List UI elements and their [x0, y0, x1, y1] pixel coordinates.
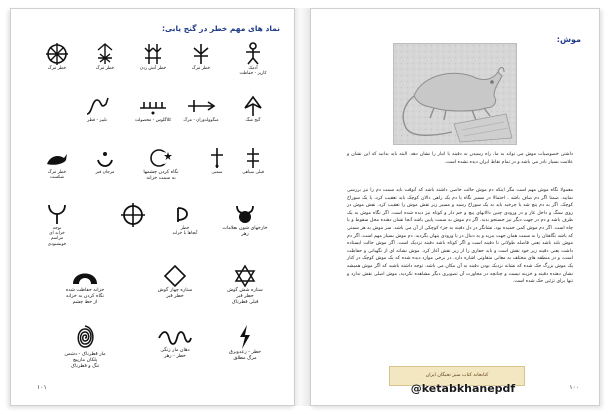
- mouse-icon: [394, 44, 516, 144]
- symbol-label: خزانه حفاظت شده نگاه کردن به خزانه از خط چشم: [65, 288, 105, 305]
- right-page: [310, 8, 600, 406]
- double-cross-icon: [242, 146, 264, 170]
- symbol-label: ستاره چهار گوش خطر قبر: [157, 288, 193, 299]
- lightning-bolt-icon: [234, 324, 256, 350]
- cat-crouching-icon: [44, 146, 70, 170]
- crescent-dot-icon: [94, 146, 116, 170]
- symbol-cell: [53, 264, 117, 310]
- arrow-star-icon: [94, 42, 116, 66]
- hexagram-star-icon: [233, 264, 257, 288]
- page-number: ۱۰۰: [569, 384, 579, 391]
- symbol-cell: [213, 324, 277, 370]
- danger-symbols-grid: [33, 42, 277, 382]
- snake-wave-icon: [157, 324, 193, 348]
- symbol-label: قبلی سیاهی: [242, 170, 264, 175]
- symbol-cell: [193, 146, 241, 192]
- library-banner: کتابخانه کتاب سبز نخبگان ایران: [389, 366, 525, 386]
- symbol-cell: [129, 94, 177, 140]
- symbol-label: منگوولدوران - مرگ: [183, 118, 219, 123]
- horned-circle-icon: [233, 202, 257, 226]
- book-gutter: [293, 8, 310, 406]
- bull-horns-icon: [46, 202, 68, 226]
- symbol-label: کلاگلوس - محصولت: [134, 118, 172, 123]
- symbol-cell: [213, 202, 277, 248]
- symbol-cell: [81, 146, 129, 192]
- symbol-cell: [73, 94, 121, 140]
- symbol-label: دهان مار زنگی خطر - زهر: [160, 348, 190, 359]
- double-trident-icon: [142, 42, 164, 66]
- symbol-label: مار قطرناک - دشمن پلکان مارپیچ تنگ و قطرناک: [64, 352, 106, 369]
- symbol-label: ستاره شش گوش خطر قبر قبلی قطرناک: [227, 288, 263, 305]
- symbol-cell: [143, 264, 207, 310]
- symbol-cell: [53, 324, 117, 370]
- symbol-label: خطر مرگ: [191, 66, 211, 71]
- comb-bar-icon: [138, 94, 168, 118]
- arch-mound-icon: [70, 264, 100, 288]
- symbol-label: خارجهای شون بعلامات زهر: [222, 226, 268, 237]
- page-number: ۱۰۱: [37, 384, 47, 391]
- symbol-label: سمبی: [211, 170, 223, 175]
- moon-star-icon: [149, 146, 173, 170]
- symbol-cell: [33, 42, 81, 88]
- symbol-cell: [81, 42, 129, 88]
- symbol-label: خطر مرگ شکست: [47, 170, 67, 181]
- symbol-cell: [143, 324, 207, 370]
- symbol-label: توجه خزانه ای مراسم خوبشنودی: [47, 226, 67, 247]
- symbol-cell: [177, 42, 225, 88]
- symbol-cell: [229, 42, 277, 88]
- symbol-label: خطر مرگ: [95, 66, 115, 71]
- symbol-cell: [213, 264, 277, 310]
- symbol-label: گنج منگ: [245, 118, 261, 123]
- single-cross-icon: [206, 146, 228, 170]
- left-page: [10, 8, 295, 406]
- symbol-label: آدمک کاریز - حفاظت: [239, 66, 267, 77]
- symbol-label: خطر آنجاها با خزانه: [172, 226, 198, 237]
- target-circle-icon: [120, 202, 146, 228]
- symbol-cell: [129, 42, 177, 88]
- symbol-label: خطر - زعدوبرق مرگ مطلق: [228, 350, 262, 361]
- square-diamond-icon: [163, 264, 187, 288]
- symbol-cell: [33, 202, 81, 248]
- symbol-cell: [109, 202, 157, 248]
- symbol-label: تلبیز - قطر: [87, 118, 107, 123]
- symbol-cell: [129, 146, 193, 192]
- symbol-cell: [229, 94, 277, 140]
- paragraph-details: معمولا نگاه موش مهم است مگر اینکه دم موش حالت خاصی داشته باشد که آنوقت باید سمت دم را نیز بررسی نمایید. ضمنا اگر دم صاف باشد ، احتمالا در مسیر نگاه یا دم یک راهی دالان کوچک باید تعقیب کرد، یا یک سوراخ کوچک. اگر به دم پنچ شد یا چرخید باید به یک سوراخ رسید و مسیر زیر نقش موش را تعقیب کرد. نقش موش در روی سنگ و داخل غار و در ورودی چنین دالانهای پیچ و خم دار و کوتاه نیز دیده شده است. اگر نگاه موش به یک طرف باشد و دم در جهت دیگر نیز جستجو بدید. اگر دم موش به سمت پایین باشد آنجا نشان دهنده محل سقوط و یا چاه است. اگر دم موش کمی خمیده بود، نشانگر در دل دفینه به جزء کوچکی از آن می باشد. سر موش به هر سمتی که باشد نگاهتان را به سمت همان جهت ببرید و به دنبال در یا ورودی پنهان بگردید. دم موش بسیار مهم است، اگر دم موش بلند باشد یعنی فاصله طولانی تا دفینه است و اگر کوتاه باشد دفینه نزدیک است. اگر موش حالت ایستاده داشت یعنی دفینه زیر خود نقش است و باید حفاری را از زیر نقش آغاز کرد. موش نشانه ای از نگهبانی و حفاظت است، و در منطقه های مختلف به معانی متفاوتی اشاره دارد. در برخی موارد دیده شده که یک موش کوچک در کنار یک موش بزرگ حک شده که نشانه نزدیک بودن دفینه به آن مکان می باشد. توجه داشته باشید که اگر موش همیشه نشان دهنده دفینه و خزینه نیست و چنانچه در مجاورت آن تصویری دیگر مشاهده نکردید، موش اصلی نقش ندارد و تنها برای تزئین حک شده است.: [347, 188, 573, 285]
- channel-watermark: @ketabkhanepdf: [410, 382, 516, 395]
- symbol-label: خطر آتش زدن: [139, 66, 167, 71]
- symbol-label: مرجان قبر: [95, 170, 115, 175]
- stick-figure-icon: [242, 42, 264, 66]
- paragraph-intro: داشتن خصوصیات موش می تواند به ما، راه رسیدن به دفینه یا انبار را نشان دهد. البته باید بدانید که این نشان و علامت بسیار نادر می باشد و در تمام نقاط ایران دیده نشده است.: [347, 152, 573, 165]
- symbol-label: خطر مرگ: [47, 66, 67, 71]
- arrow-head-icon: [242, 94, 264, 118]
- spiral-icon: [71, 324, 99, 352]
- crossed-circle-icon: [45, 42, 69, 66]
- symbol-label: نگاه کردن چشمها به سمت خزانه: [143, 170, 179, 181]
- page-title-mouse: موش:: [556, 35, 581, 44]
- serpent-curve-icon: [84, 94, 110, 118]
- half-circle-flag-icon: [174, 202, 196, 226]
- mouse-relief-image: [393, 43, 517, 145]
- symbol-cell: [177, 94, 225, 140]
- page-title-symbols: نماد های مهم خطر در گنج یابی:: [162, 24, 280, 33]
- symbol-cell: [161, 202, 209, 248]
- symbol-cell: [33, 146, 81, 192]
- sword-bar-icon: [186, 94, 216, 118]
- trident-fork-icon: [190, 42, 212, 66]
